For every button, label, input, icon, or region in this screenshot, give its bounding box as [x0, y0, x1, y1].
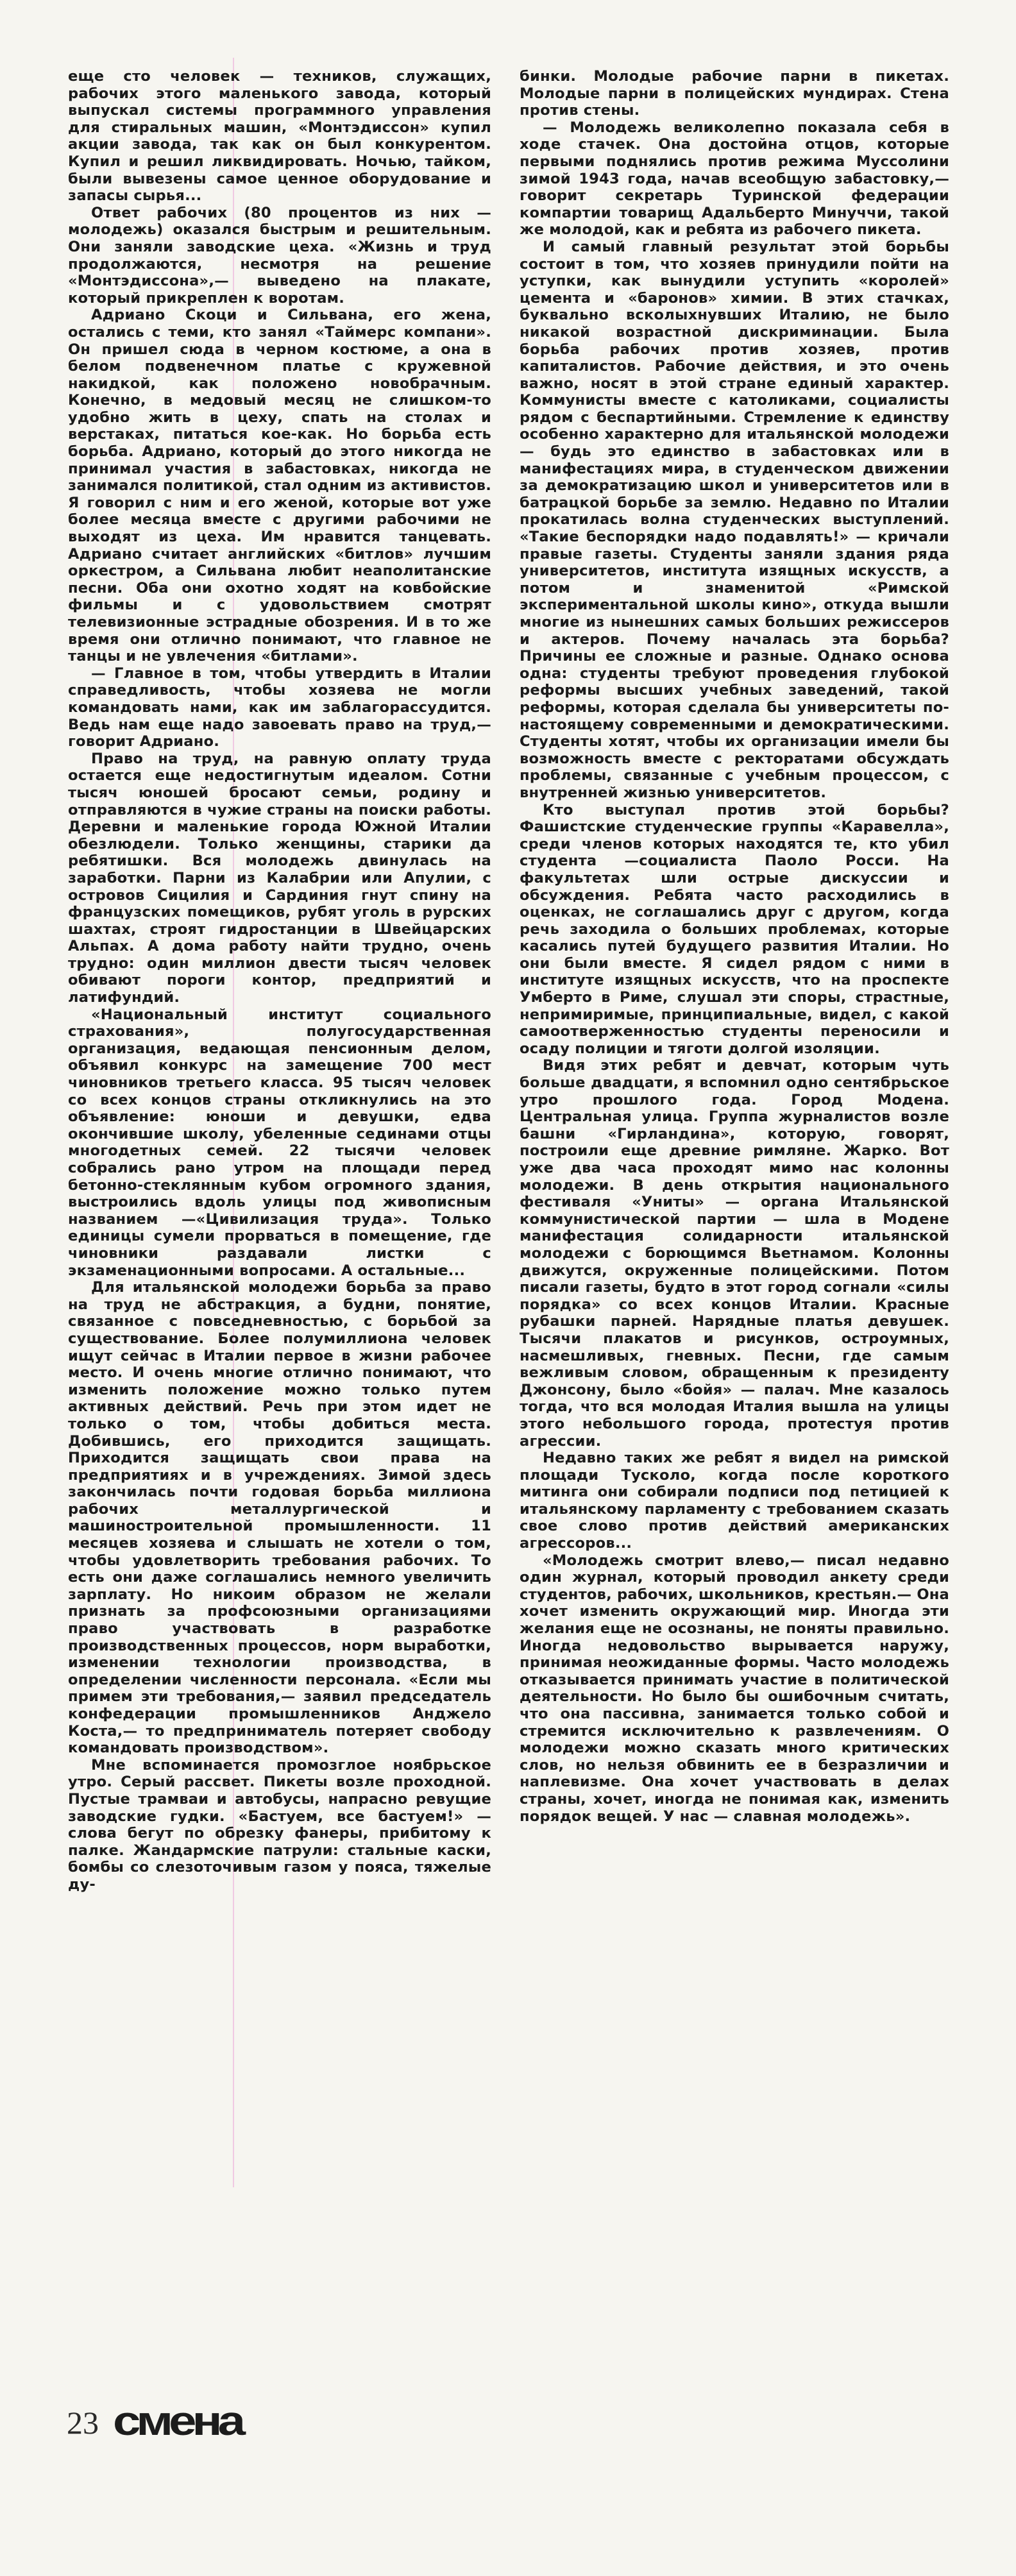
paragraph: Недавно таких же ребят я видел на римской площади Тусколо, когда после короткого митинга они собирали подписи под петицией к итальянскому парламенту с требованием сказать свое слово против действий американских агрессоров...: [520, 1450, 949, 1552]
paragraph: — Главное в том, чтобы утвердить в Италии справедливость, чтобы хозяева не могли командовать нами, как им заблагорассудится. Ведь нам еще надо завоевать право на труд,— говорит Адриано.: [68, 665, 491, 750]
paragraph: И самый главный результат этой борьбы состоит в том, что хозяев принудили пойти на уступки, как вынудили уступить «королей» цемента и «баронов» химии. В этих стачках, буквально всколыхнувших Италию, не было никакой возрастной дискриминации. Была борьба рабочих против хозяев, против капиталистов. Рабочие действия, и это очень важно, носят в этой стране единый характер. Коммунисты вместе с католиками, социалисты рядом с беспартийными. Стремление к единству особенно характерно для итальянской молодежи — будь это единство в забастовках или в манифестациях мира, в студенческом движении за демократизацию школ и университетов или в батрацкой борьбе за землю. Недавно по Италии прокатилась волна студенческих выступлений. «Такие беспорядки надо подавлять!» — кричали правые газеты. Студенты заняли здания ряда университетов, института изящных искусств, а потом и знаменитой «Римской экспериментальной школы кино», откуда вышли многие из нынешних самых больших режиссеров и актеров. Почему началась эта борьба? Причины ее сложные и разные. Однако основа одна: студенты требуют проведения глубокой реформы высших учебных заведений, такой реформы, которая сделала бы университеты по-настоящему современными и демократическими. Студенты хотят, чтобы их организации имели бы возможность вместе с ректоратами обсуждать проблемы, связанные с учебным процессом, с внутренней жизнью университетов.: [520, 238, 949, 801]
article-column-right: [520, 68, 949, 1825]
paragraph: бинки. Молодые рабочие парни в пикетах. Молодые парни в полицейских мундирах. Стена против стены.: [520, 68, 949, 119]
article-column-left: [68, 68, 491, 1894]
paragraph: еще сто человек — техников, служащих, рабочих этого маленького завода, который выпускал системы программного управления для стиральных машин, «Монтэдиссон» купил акции завода, так как он был конкурентом. Купил и решил ликвидировать. Ночью, тайком, были вывезены самое ценное оборудование и запасы сырья...: [68, 68, 491, 205]
paragraph: «Национальный институт социального страхования», полугосударственная организация, ведающая пенсионным делом, объявил конкурс на замещение 700 мест чиновников третьего класса. 95 тысяч человек со всех концов страны откликнулись на это объявление: юноши и девушки, едва окончившие школу, убеленные сединами отцы многодетных семей. 22 тысячи человек собрались рано утром на площади перед бетонно-стеклянным кубом огромного здания, выстроились вдоль улицы под живописным названием —«Цивилизация труда». Только единицы сумели прорваться в помещение, где чиновники раздавали листки с экзаменационными вопросами. А остальные...: [68, 1006, 491, 1279]
paragraph: — Молодежь великолепно показала себя в ходе стачек. Она достойна отцов, которые первыми поднялись против режима Муссолини зимой 1943 года, начав всеобщую забастовку,— говорит секретарь Туринской федерации компартии товарищ Адальберто Минуччи, такой же молодой, как и ребята из рабочего пикета.: [520, 119, 949, 239]
paragraph: Видя этих ребят и девчат, которым чуть больше двадцати, я вспомнил одно сентябрьское утро прошлого года. Город Модена. Центральная улица. Группа журналистов возле башни «Гирландина», которую, говорят, построили еще древние римляне. Жарко. Вот уже два часа проходят мимо нас колонны молодежи. В день открытия национального фестиваля «Униты» — органа Итальянской коммунистической партии — шла в Модене манифестация солидарности итальянской молодежи с борющимся Вьетнамом. Колонны движутся, окруженные полицейскими. Потом писали газеты, будто в этот город согнали «силы порядка» со всех концов Италии. Красные рубашки парней. Нарядные платья девушек. Тысячи плакатов и рисунков, остроумных, насмешливых, гневных. Песни, где самым вежливым словом, обращенным к президенту Джонсону, было «бойя» — палач. Мне казалось тогда, что вся молодая Италия вышла на улицы этого небольшого города, протестуя против агрессии.: [520, 1057, 949, 1450]
paragraph: Право на труд, на равную оплату труда остается еще недостигнутым идеалом. Сотни тысяч юношей бросают семьи, родину и отправляются в чужие страны на поиски работы. Деревни и маленькие города Южной Италии обезлюдели. Только женщины, старики да ребятишки. Вся молодежь двинулась на заработки. Парни из Калабрии или Апулии, с островов Сицилия и Сардиния гнут спину на французских помещиков, рубят уголь в рурских шахтах, строят гидростанции в Швейцарских Альпах. А дома работу найти трудно, очень трудно: один миллион двести тысяч человек обивают пороги контор, предприятий и латифундий.: [68, 750, 491, 1006]
paragraph: Для итальянской молодежи борьба за право на труд не абстракция, а будни, понятие, связанное с повседневностью, с борьбой за существование. Более полумиллиона человек ищут сейчас в Италии первое в жизни рабочее место. И очень многие отлично понимают, что изменить положение можно только путем активных действий. Речь при этом идет не только о том, чтобы добиться места. Добившись, его приходится защищать. Приходится защищать свои права на предприятиях и в учреждениях. Зимой здесь закончилась почти годовая борьба миллиона рабочих металлургической и машиностроительной промышленности. 11 месяцев хозяева и слышать не хотели о том, чтобы удовлетворить требования рабочих. То есть они даже соглашались немного увеличить зарплату. Но никоим образом не желали признать за профсоюзными организациями право участвовать в разработке производственных процессов, норм выработки, изменении технологии производства, в определении численности персонала. «Если мы примем эти требования,— заявил председатель конфедерации промышленников Анджело Коста,— то предприниматель потеряет свободу командовать производством».: [68, 1279, 491, 1757]
paragraph: «Молодежь смотрит влево,— писал недавно один журнал, который проводил анкету среди студентов, рабочих, школьников, крестьян.— Она хочет изменить окружающий мир. Иногда эти желания еще не осознаны, не поняты правильно. Иногда недовольство вырывается наружу, принимая неожиданные формы. Часто молодежь отказывается принимать участие в политической деятельности. Но было бы ошибочным считать, что она пассивна, занимается только собой и стремится исключительно к развлечениям. О молодежи можно сказать много критических слов, но нельзя обвинить ее в безразличии и наплевизме. Она хочет участвовать в делах страны, хочет, иногда не понимая как, изменить порядок вещей. У нас — славная молодежь».: [520, 1552, 949, 1825]
paragraph: Адриано Скоци и Сильвана, его жена, остались с теми, кто занял «Таймерс компани». Он пришел сюда в черном костюме, а она в белом подвенечном платье с кружевной накидкой, как положено новобрачным. Конечно, в медовый месяц не слишком-то удобно жить в цеху, спать на столах и верстаках, питаться кое-как. Но борьба есть борьба. Адриано, который до этого никогда не принимал участия в забастовках, никогда не занимался политикой, стал одним из активистов. Я говорил с ним и его женой, которые вот уже более месяца вместе с другими рабочими не выходят из цеха. Им нравится танцевать. Адриано считает английских «битлов» лучшим оркестром, а Сильвана любит неаполитанские песни. Оба они охотно ходят на ковбойские фильмы и с удовольствием смотрят телевизионные эстрадные обозрения. И в то же время они отлично понимают, что главное не танцы и не увлечения «битлами».: [68, 307, 491, 665]
paragraph: Мне вспоминается промозглое ноябрьское утро. Серый рассвет. Пикеты возле проходной. Пустые трамваи и автобусы, напрасно ревущие заводские гудки. «Бастуем, все бастуем!» — слова бегут по обрезку фанеры, прибитому к палке. Жандармские патрули: стальные каски, бомбы со слезоточивым газом у пояса, тяжелые ду-: [68, 1756, 491, 1893]
paragraph: Ответ рабочих (80 процентов из них — молодежь) оказался быстрым и решительным. Они заняли заводские цеха. «Жизнь и труд продолжаются, несмотря на решение «Монтэдиссона»,— выведено на плакате, который прикреплен к воротам.: [68, 204, 491, 307]
paragraph: Кто выступал против этой борьбы? Фашистские студенческие группы «Каравелла», среди членов которых находятся те, кто убил студента —социалиста Паоло Росси. На факультетах шли острые дискуссии и обсуждения. Ребята часто расходились в оценках, не соглашались друг с другом, когда речь заходила о больших проблемах, которые касались путей будущего развития Италии. Но они были вместе. Я сидел рядом с ними в институте изящных искусств, что на проспекте Умберто в Риме, слушал эти споры, страстные, непримиримые, принципиальные, видел, с какой самоотверженностью студенты переносили и осаду полиции и тяготи долгой изоляции.: [520, 801, 949, 1057]
page-footer: [67, 2391, 241, 2445]
magazine-logo: смена: [113, 2397, 241, 2445]
page-number: 23: [67, 2405, 99, 2441]
